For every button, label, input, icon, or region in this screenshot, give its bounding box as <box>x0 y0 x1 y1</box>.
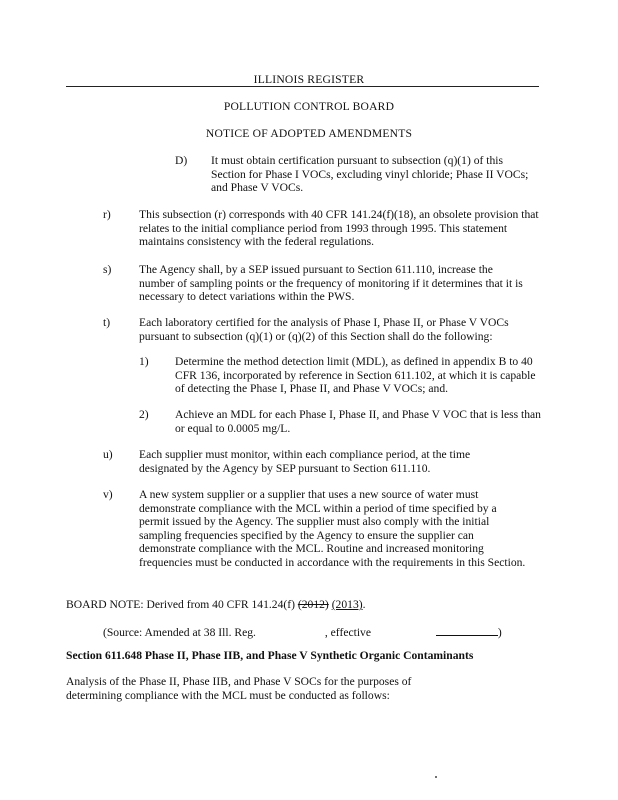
board-note-prefix: BOARD NOTE: Derived from 40 CFR 141.24(f) <box>66 598 298 611</box>
header-rule <box>66 86 539 87</box>
board-note-new-year: (2013) <box>331 598 363 611</box>
item-r-text: This subsection (r) corresponds with 40 CFR 141.24(f)(18), an obsolete provision that relates to the initial compliance period from 1993 through 1995. This statement maintains consistency with the federal regulations. <box>139 208 539 249</box>
page-speck <box>435 776 437 778</box>
source-close: ) <box>497 626 502 639</box>
board-note-struck-year: (2012) <box>297 598 329 611</box>
board-note <box>66 598 536 612</box>
register-title: ILLINOIS REGISTER <box>253 73 365 86</box>
board-note-suffix: . <box>362 598 366 611</box>
item-t-text: Each laboratory certified for the analysis of Phase I, Phase II, or Phase V VOCs pursuant to subsection (q)(1) or (q)(2) of this Section shall do the following: <box>139 316 509 343</box>
source-open: (Source: Amended at 38 Ill. Reg. <box>103 626 256 639</box>
item-u-text: Each supplier must monitor, within each compliance period, at the time designated by the Agency by SEP pursuant to Section 611.110. <box>139 448 471 475</box>
effective-date-blank <box>436 624 498 636</box>
item-t2-marker: 2) <box>139 408 149 421</box>
item-v-marker: v) <box>103 488 113 501</box>
item-s-text: The Agency shall, by a SEP issued pursuant to Section 611.110, increase the number of sampling points or the frequency of monitoring if it determines that it is necessary to detect variations within the PWS. <box>139 263 523 304</box>
item-r-marker: r) <box>103 208 111 221</box>
item-t1-marker: 1) <box>139 355 149 368</box>
notice-title: NOTICE OF ADOPTED AMENDMENTS <box>205 127 413 140</box>
item-s-marker: s) <box>103 263 112 276</box>
source-effective: , effective <box>324 626 371 639</box>
item-t-marker: t) <box>103 316 111 329</box>
item-d-marker: D) <box>175 154 188 167</box>
section-heading: Section 611.648 Phase II, Phase IIB, and Phase V Synthetic Organic Contaminants <box>66 649 474 662</box>
item-t2-text: Achieve an MDL for each Phase I, Phase II, and Phase V VOC that is less than or equal to 0.0005 mg/L. <box>175 408 541 435</box>
item-v-text: A new system supplier or a supplier that uses a new source of water must demonstrate compliance with the MCL within a period of time specified by a permit issued by the Agency. The supplier must also comply with the initial sampling frequencies specified by the Agency to ensure the supplier can demonstrate compliance with the MCL. Routine and increased monitoring frequencies must be conducted in accordance with the requirements in this Section. <box>139 488 526 569</box>
board-title: POLLUTION CONTROL BOARD <box>223 100 395 113</box>
item-d-text: It must obtain certification pursuant to subsection (q)(1) of this Section for Phase I VOCs, excluding vinyl chloride; Phase II VOCs; and Phase V VOCs. <box>211 154 529 195</box>
source-note <box>103 624 502 639</box>
item-u-marker: u) <box>103 448 113 461</box>
item-t1-text: Determine the method detection limit (MDL), as defined in appendix B to 40 CFR 136, incorporated by reference in Section 611.102, at which it is capable of detecting the Phase I, Phase II, and Phase V VOCs; and. <box>175 355 536 396</box>
section-text: Analysis of the Phase II, Phase IIB, and Phase V SOCs for the purposes of determining compliance with the MCL must be conducted as follows: <box>66 675 412 702</box>
